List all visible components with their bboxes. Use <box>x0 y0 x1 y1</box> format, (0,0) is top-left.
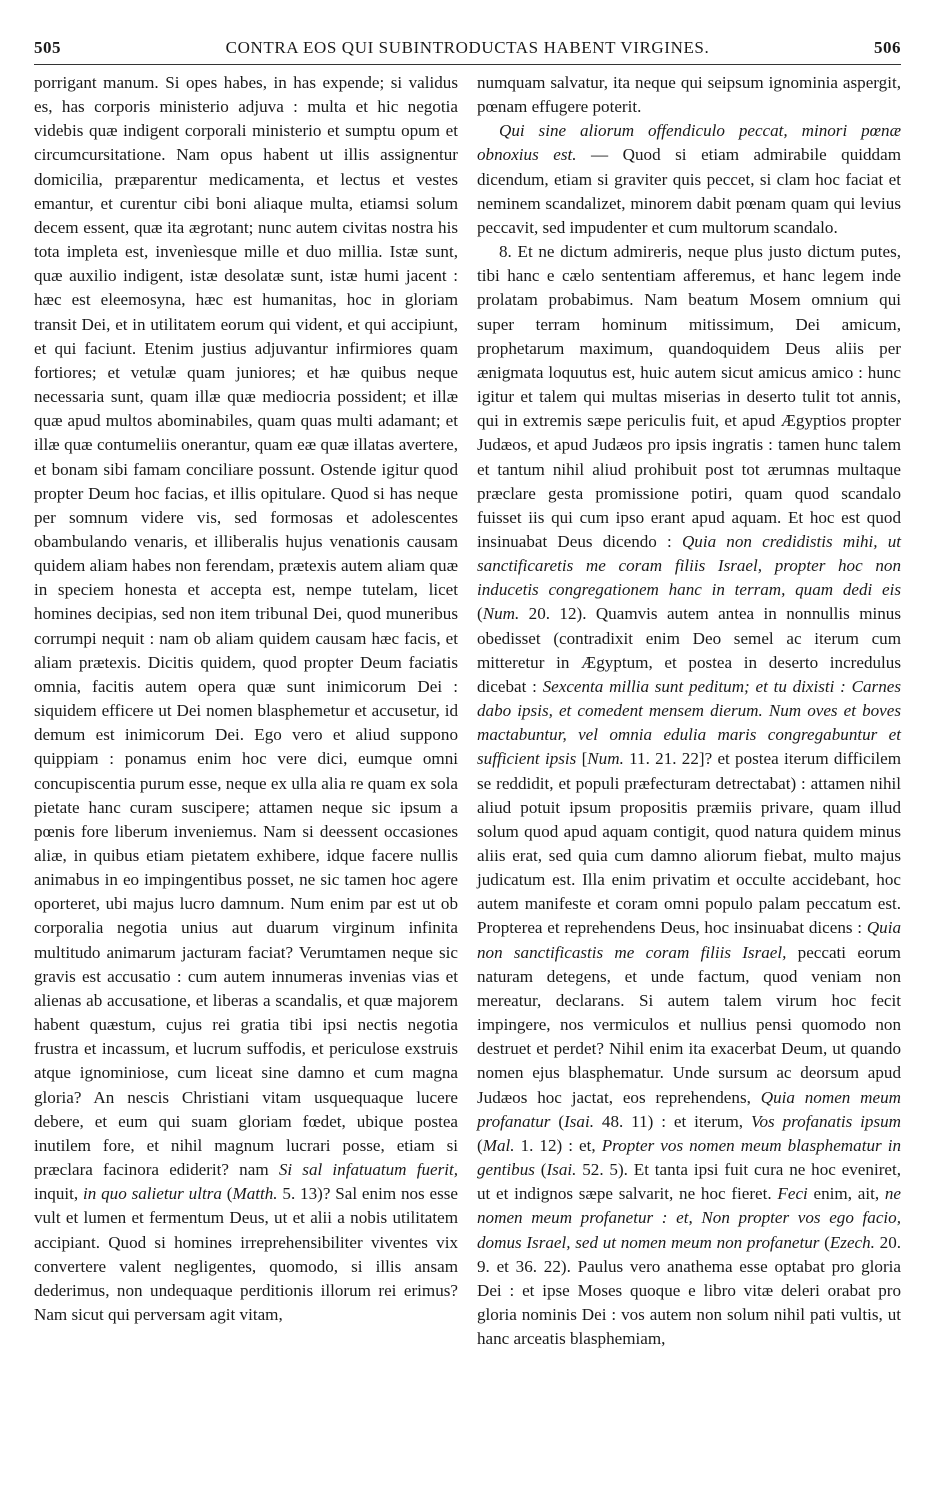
text-run: — Quod si etiam admirabile quiddam dicendum, etiam si graviter quis peccet, si clam hoc faciat et neminem scandalizet, minorem dabit pœnam quam qui levius peccavit, sed impudenter et cum multorum scandalo. <box>477 145 901 237</box>
italic-quote: Vos profanatis ipsum <box>750 1111 901 1131</box>
text-run: 52. 5). Et tanta ipsi fuit cura ne hoc eveniret, ut et indignos sæpe salvarit, ne hoc fieret. <box>477 1160 901 1204</box>
text-run: inquit, <box>34 1184 83 1204</box>
text-run: ( <box>477 1135 483 1155</box>
text-run: enim, ait, <box>807 1184 885 1204</box>
italic-quote: in quo salietur ultra <box>83 1184 222 1204</box>
text-run: porrigant manum. Si opes habes, in has expende; si validus es, has corporis ministerio adjuva : multa et hic negotia videbis quæ indigent corporali ministerio et sumptu opum et circumcursitatione. Nam opus habent ut illis assignentur domicilia, præparentur medicamenta, et lectus et vestes emantur, et curentur cibi boni aliaque multa, etiamsi solum decem essent, quæ ita ægrotant; nunc autem civitas nostra his tota impleta est, invenìesque mille et duo millia. Istæ sunt, quæ auxilio indigent, istæ desolatæ sunt, istæ humi jacent : hæc est eleemosyna, hæc est humanitas, hoc in gloriam transit Dei, et in utilitatem eorum qui vident, et qui accipiunt, et qui faciunt. Etenim justius adjuvantur infirmiores quam fortiores; et vetulæ quam juniores; et hæ quibus neque necessaria sunt, quam illæ quæ mediocria possident; et illæ quæ apud multos abominabiles, quam quas multi adamant; et illæ quæ contumeliis onerantur, quam eæ quæ illatas avertere, et bonam sibi famam conciliare possunt. Ostende igitur quod propter Deum hoc facias, et illis opitulare. Quod si has neque per somnum videre vis, sed formosas et adolescentes obambulando venaris, et illiberalis hujus venationis causam quidem aliam habes non ferendam, prætexis autem aliam quæ in speciem honesta et accepta est, nempe tutelam, licet homines decipias, sed non item tribunal Dei, quod muneribus corrumpi nequit : nam ob aliam quidem causam hæc facis, et aliam prætexis. Dicitis quidem, quod propter Deum faciatis omnia, facitis autem opera quæ sunt inimicorum Dei : siquidem efficere ut Dei nomen blasphemetur et accusetur, id demum est inimicorum Dei. Ego vero et aliud suppono quippiam : ponamus enim hoc vere dici, eumque omni concupiscentia purum esse, neque ex ulla alia re quam ex sola pietate hanc curam suscipere; attamen neque sic ipsum a pœnis fore liberum inveniemus. Nam si deessent occasiones aliæ, in quibus etiam pietatem exhibere, idque facere nullis animabus in eo impingentibus posset, ne sic tamen hoc agere oporteret, ubi majus lucro damnum. Num enim par est ut ob corporalia negotia unius aut duarum virginum infinita multitudo animarum jacturam faciat? Verumtamen neque sic gravis est accusatio : cum autem innumeras invenias vias et alienas ab accusatione, et liberas a scandalis, et quæ majorem habent quæstum, cujus rei gratia tibi ipsi nectis negotia frustra et incassum, et lucrum suffodis, et periculose exstruis atque ignominiose, cum liceat sine damno et cum magna gloria? An nescis Christiani vitam usquequaque lucere debere, et eum qui suam gloriam fœdet, ubique postea inutilem fore, et nihil magnum lucrari posse, etiam si præclara facinora ediderit? nam <box>34 73 458 1180</box>
citation-italic: Isai. <box>546 1160 577 1180</box>
text-run: 5. 13)? Sal enim nos esse vult et lumen et fermentum Deus, ut et alii a nobis utilitatem accipiant. Quod si homines irreprehensibiliter viventes vix convertere valent negligentes, quomodo, si illis ansam dederimus, non undequaque perditionis illorum rei erimus? Nam sicut qui perversam agit vitam, <box>34 1184 459 1324</box>
italic-quote: Quia nomen meum profanatur <box>477 1087 901 1131</box>
text-run: 20. 12). Quamvis autem antea in nonnullis minus obedisset (contradixit enim Deo semel ac iterum cum mitteretur in Ægyptum, et postea in deserto incredulus dicebat : <box>477 604 901 696</box>
text-run: [ <box>576 749 588 769</box>
running-header <box>34 34 901 65</box>
text-run: ( <box>819 1232 830 1252</box>
text-run: 20. 9. et 36. 22). Paulus vero anathema esse optabat pro gloria Dei : et ipse Moses quoque e libro vitæ deleri orabat pro gloria nominis Dei : vos autem non solum nihil pati vultis, ut hanc arceatis blasphemiam, <box>477 1232 902 1349</box>
text-run: numquam salvatur, ita neque qui seipsum ignominia aspergit, pœnam effugere poterit. <box>477 73 901 117</box>
text-columns <box>34 71 901 1351</box>
citation-italic: Isai. <box>564 1111 594 1131</box>
text-run: 1. 12) : et, <box>514 1135 602 1155</box>
citation-italic: Matth. <box>232 1184 278 1204</box>
left-column <box>34 71 458 1351</box>
italic-quote: ne nomen meum profanetur : et, Non propter vos ego facio, domus Israel, sed ut nomen meum non profanetur <box>477 1184 901 1252</box>
italic-quote: Sexcenta millia sunt peditum; et tu dixisti : Carnes dabo ipsis, et comedent mensem dierum. Num oves et boves mactabuntur, vel omnia edulia maris congregabuntur et sufficient ipsis <box>477 676 901 769</box>
paragraph <box>477 119 901 240</box>
right-column <box>477 71 901 1351</box>
text-run: peccati eorum naturam detegens, et unde factum, quod veniam non mereatur, declarans. Si autem talem virum hoc fecit impingere, nos vermiculos et nullius pensi quomodo non destruet et perdet? Nihil enim ita exacerbat Deum, ut quando nomen ejus blasphematur. Unde sursum ac deorsum apud Judæos hoc jactat, eos reprehendens, <box>477 942 901 1107</box>
italic-heading: Qui sine aliorum offendiculo peccat, minori pœnæ obnoxius est. <box>477 121 901 165</box>
page-number-right: 506 <box>874 38 901 57</box>
citation-italic: Num. <box>482 604 520 624</box>
text-run: ( <box>550 1111 565 1131</box>
text-run: ( <box>477 604 483 624</box>
page-number-left: 505 <box>34 38 61 57</box>
italic-quote: Propter vos nomen meum blasphematur in gentibus <box>477 1135 901 1180</box>
text-run: 8. Et ne dictum admireris, neque plus justo dictum putes, tibi hanc e cælo sententiam afferemus, et hanc legem inde prolatam probabimus. Nam beatum Mosem omnium qui super terram hominum mitissimum, Dei amicum, prophetarum maximum, quandoquidem Deus aliis per ænigmata loquutus est, huic autem sicut amicus amico : hunc igitur et talem qui multas miserias in deserto tulit tot annis, qui in extremis sæpe periculis fuit, et apud Ægyptios propter Judæos, et apud Judæos pro ipsis ingratis : tamen hunc talem et tantum nihil aliud prohibuit post tot ærumnas multaque præclare gesta promissione potiri, quam quod scandalo fuisset iis qui cum ipso erant apud aquam. Et hoc est quod insinuabat Deus dicendo : <box>477 242 901 551</box>
text-run: ( <box>534 1160 547 1180</box>
citation-italic: Num. <box>587 749 624 769</box>
italic-quote: Quia non sanctificastis me coram filiis Israel, <box>477 918 901 962</box>
italic-quote: Si sal infatuatum fuerit, <box>278 1160 458 1180</box>
running-title: CONTRA EOS QUI SUBINTRODUCTAS HABENT VIRGINES. <box>225 38 710 57</box>
text-run: 11. 21. 22]? et postea iterum difficilem se reddidit, et populi præfecturam detrectabat) : attamen nihil aliud potuit ipsum propositis præmiis privare, quam illud solum quod apud aquam contigit, quod natura quidem minus aliis erat, sed quia cum damno aliorum fiebat, multo majus judicatum est. Illa enim privatim et occulte accidebant, hoc autem manifeste et coram omni populo palam peccatum est. Propterea et reprehendens Deus, hoc insinuabat dicens : <box>477 749 901 938</box>
text-run: ( <box>221 1184 233 1204</box>
citation-italic: Mal. <box>482 1135 515 1155</box>
citation-italic: Ezech. <box>829 1232 875 1252</box>
italic-quote: Quia non credidistis mihi, ut sanctificaretis me coram filiis Israel, propter hoc non inducetis congregationem hanc in terram, quam dedi eis <box>477 531 901 600</box>
paragraph <box>34 71 458 1327</box>
paragraph-section-8 <box>477 240 901 1351</box>
paragraph <box>477 71 901 119</box>
italic-quote: Feci <box>777 1184 808 1204</box>
text-run: 48. 11) : et iterum, <box>593 1111 751 1131</box>
